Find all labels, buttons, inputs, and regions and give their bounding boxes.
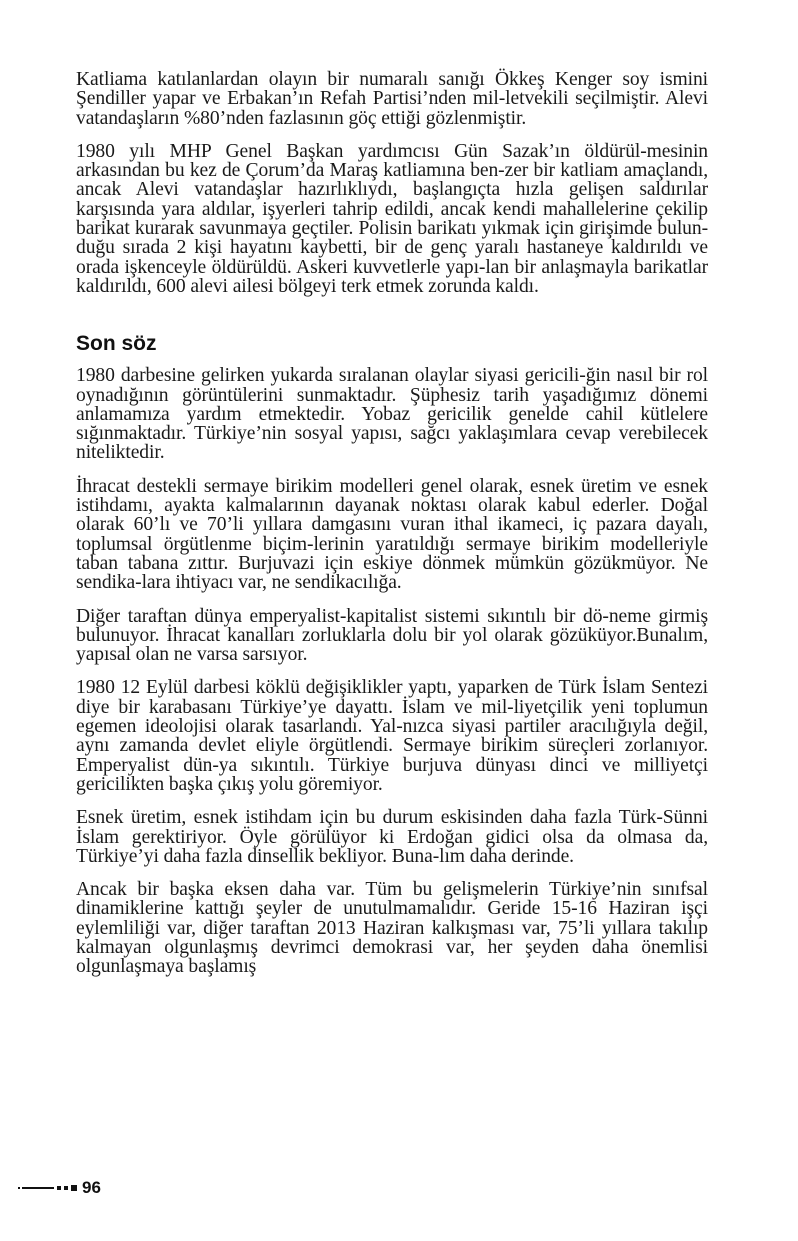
footer-rule-dot-icon xyxy=(18,1187,20,1189)
footer-rule-line-icon xyxy=(22,1187,54,1189)
paragraph-baska-eksen: Ancak bir başka eksen daha var. Tüm bu gelişmelerin Türkiye’nin sınıfsal dinamiklerine kattığı şeyler de unutulmamalıdır. Geride 15-16 Haziran işçi eylemliliği var, diğer taraftan 2013 Haziran kalkışması var, 75’li yıllara takılıp kalmayan olgunlaşmış devrimci demokrasi var, her şeyden daha önemlisi olgunlaşmaya başlamış xyxy=(76,879,708,978)
paragraph-esnek-uretim: Esnek üretim, esnek istihdam için bu durum eskisinden daha fazla Türk-Sünni İslam gerektiriyor. Öyle görülüyor ki Erdoğan gidici olsa da olmasa da, Türkiye’yi daha fazla dinsellik bekliyor. Buna-lım daha derinde. xyxy=(76,807,708,867)
paragraph-emperyalist-sistem: Diğer taraftan dünya emperyalist-kapitalist sistemi sıkıntılı bir dö-neme girmiş bulunuyor. İhracat kanalları zorluklarla dolu bir yol olarak gözüküyor.Bunalım, yapısal olan ne varsa sarsıyor. xyxy=(76,605,708,666)
page-number: 96 xyxy=(82,1178,101,1197)
paragraph-corum-1980: 1980 yılı MHP Genel Başkan yardımcısı Gün Sazak’ın öldürül-mesinin arkasından bu kez de Çorum’da Maraş katliamına ben-zer bir katliam amaçlandı, ancak Alevi vatandaşlar hazırlıklıydı, başlangıçta hızla gelişen saldırılar karşısında yara aldılar, işyerleri tahrip edildi, ancak kendi mahallelerine çekilip barikat kurarak savunmaya geçtiler. Polisin barikatı yıkmak için girişimde bulun-duğu sırada 2 kişi hayatını kaybetti, bir de genç yaralı hastaneye kaldırıldı ve orada işkenceyle öldürüldü. Askeri kuvvetlerle yapı-lan bir anlaşmayla barikatlar kaldırıldı, 600 alevi ailesi bölgeyi terk etmek zorunda kaldı. xyxy=(76,140,708,297)
footer-square-small-icon xyxy=(64,1186,68,1190)
paragraph-12-eylul: 1980 12 Eylül darbesi köklü değişiklikler yaptı, yaparken de Türk İslam Sentezi diye bir karabasanı Türkiye’ye dayattı. İslam ve mil-liyetçilik yeni toplumun egemen ideolojisi olarak tasarlandı. Yal-nızca siyasi partiler aracılığıyla değil, aynı zamanda devlet eliyle örgütlendi. Sermaye birikim süreçleri zorlanıyor. Emperyalist dün-ya sıkıntılı. Türkiye burjuva dünyası dinci ve milliyetçi gericilikten başka çıkış yolu göremiyor. xyxy=(76,677,708,795)
section-heading-son-soz: Son söz xyxy=(76,332,157,356)
paragraph-darbe-gericilik: 1980 darbesine gelirken yukarda sıralanan olaylar siyasi gericili-ğin nasıl bir rol oynadığının görüntülerini sunmaktadır. Şüphesiz tarih yaşadığımız dönemi anlamamıza yardım etmektedir. Yobaz gericilik genelde cahil kütlelere sığınmaktadır. Türkiye’nin sosyal yapısı, sağcı yaklaşımlara cevap verebilecek niteliktedir. xyxy=(76,365,708,464)
footer-square-large-icon xyxy=(71,1185,77,1191)
page-footer xyxy=(18,1178,101,1198)
paragraph-okkes-kenger: Katliama katılanlardan olayın bir numaralı sanığı Ökkeş Kenger soy ismini Şendiller yapar ve Erbakan’ın Refah Partisi’nden mil-letvekili seçilmiştir. Alevi vatandaşların %80’nden fazlasının göç ettiği gözlenmiştir. xyxy=(76,69,708,129)
paragraph-ihracat-sermaye: İhracat destekli sermaye birikim modelleri genel olarak, esnek üretim ve esnek istihdamı, ayakta kalmalarının dayanak noktası olarak kabul ederler. Doğal olarak 60’lı ve 70’li yıllara damgasını vuran ithal ikameci, iç pazara dayalı, toplumsal örgütlenme biçim-lerinin yaratıldığı sermaye birikim modelleriyle taban tabana zıttır. Burjuvazi için eskiye dönmek mümkün gözükmüyor. Ne sendika-lara ihtiyacı var, ne sendikacılığa. xyxy=(76,475,708,594)
footer-square-small-icon xyxy=(57,1186,61,1190)
document-page xyxy=(76,70,708,991)
